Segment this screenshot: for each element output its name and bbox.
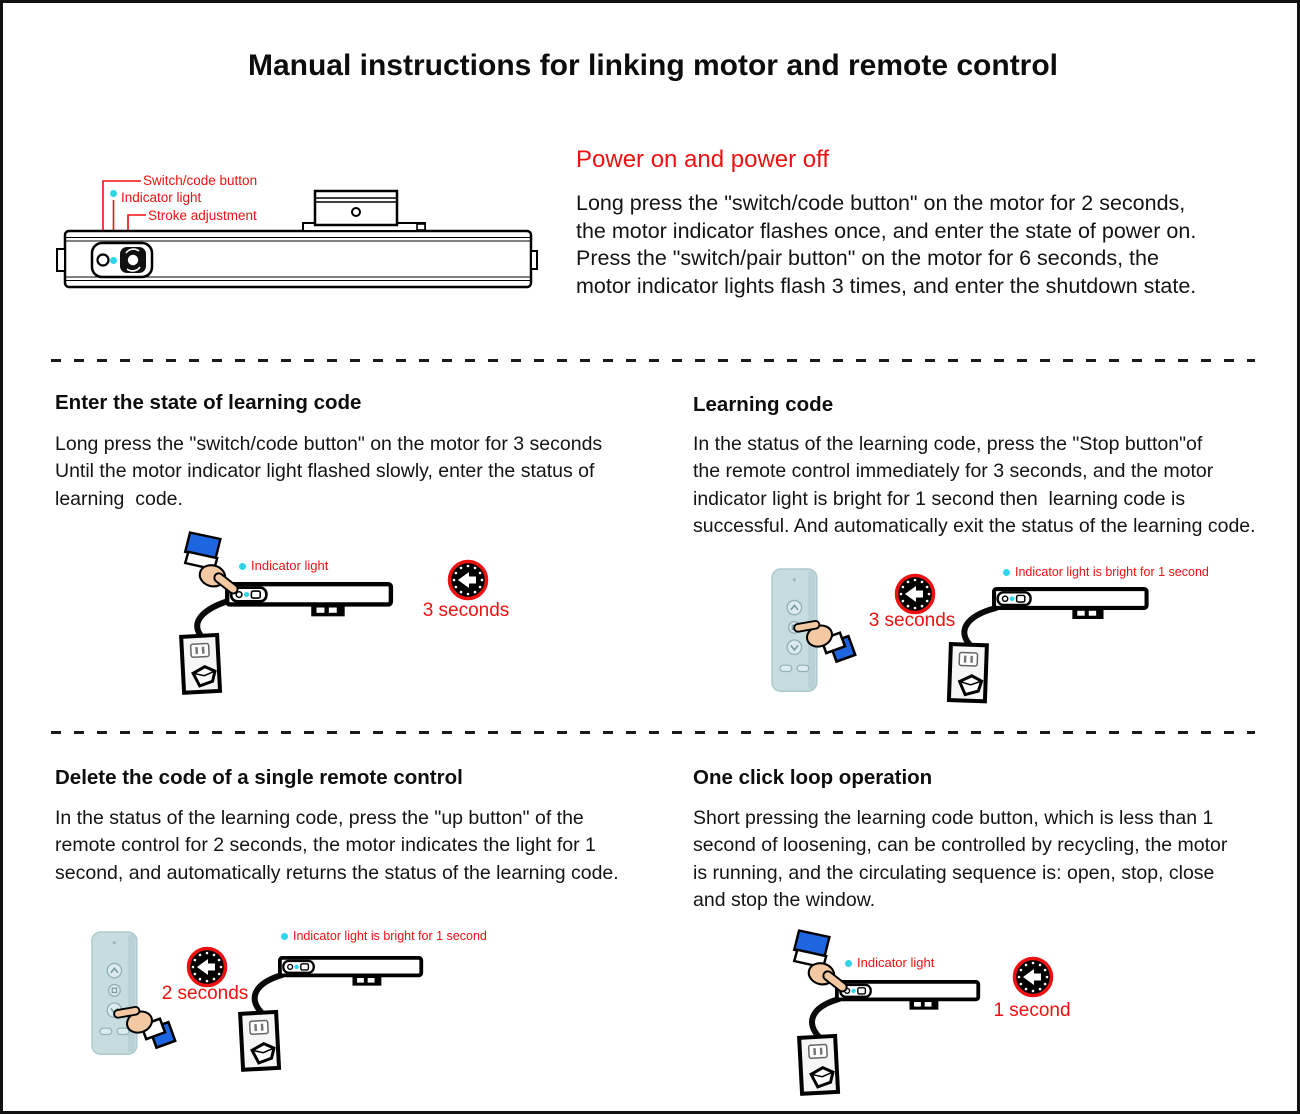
- mounting-bracket: [303, 191, 425, 231]
- timer-clock-icon: [1015, 959, 1052, 996]
- power-section-heading: Power on and power off: [576, 146, 830, 173]
- enter-section-heading: Enter the state of learning code: [55, 391, 362, 414]
- text-line: Short pressing the learning code button, which is less than 1: [693, 807, 1214, 829]
- timer-clock-icon: [450, 562, 487, 599]
- timer-clock-icon: [897, 576, 934, 613]
- learning-section-heading: Learning code: [693, 393, 834, 416]
- motor-icon: [994, 589, 1147, 619]
- text-line: and stop the window.: [693, 889, 876, 912]
- divider-dashed-top: [51, 359, 1255, 362]
- divider-dashed-bottom: [51, 731, 1255, 734]
- text-line: second, and automatically returns the status of the learning code.: [55, 861, 619, 884]
- outlet-icon: [181, 635, 220, 693]
- text-line: indicator light is bright for 1 second then learning code is: [693, 487, 1186, 510]
- duration-label: 3 seconds: [422, 600, 510, 621]
- indicator-bullet-icon: [281, 933, 288, 940]
- motor-icon: [837, 982, 978, 1010]
- motor-drawing: [48, 163, 548, 313]
- enter-illustration: [153, 508, 573, 723]
- motor-icon: [280, 958, 421, 986]
- duration-label: 3 seconds: [868, 610, 956, 631]
- outlet-icon: [240, 1012, 279, 1070]
- text-line: In the status of the learning code, press the "Stop button"of: [693, 433, 1203, 455]
- label-switch-code-button: Switch/code button: [143, 173, 258, 188]
- power-section-body: [576, 190, 1196, 300]
- text-line: Long press the "switch/code button" on the motor for 2 seconds,: [576, 191, 1186, 215]
- delete-illustration-drawing: [63, 923, 623, 1114]
- text-line: learning code.: [55, 487, 183, 510]
- loop-section-body: [693, 805, 1227, 915]
- text-line: Press the "switch/pair button" on the motor for 6 seconds, the: [576, 246, 1159, 270]
- enter-section-body: [55, 431, 602, 513]
- page-title: Manual instructions for linking motor and remote control: [247, 49, 1059, 82]
- learning-section-body: [693, 431, 1256, 541]
- text-line: is running, and the circulating sequence is: open, stop, close: [693, 861, 1215, 884]
- duration-label: 2 seconds: [161, 983, 249, 1004]
- delete-section-heading: Delete the code of a single remote control: [55, 766, 463, 789]
- text-line: Until the motor indicator light flashed slowly, enter the status of: [55, 460, 595, 483]
- label-stroke-adjustment: Stroke adjustment: [148, 208, 257, 223]
- text-line: the motor indicator flashes once, and enter the state of power on.: [576, 218, 1197, 243]
- pressing-hand-icon: [185, 533, 239, 596]
- stroke-adjustment-dial: [120, 247, 146, 273]
- indicator-bullet-icon: [1003, 569, 1010, 576]
- text-line: remote control for 2 seconds, the motor indicates the light for 1: [55, 834, 596, 857]
- outlet-icon: [799, 1036, 838, 1094]
- indicator-light-label: Indicator light: [857, 955, 935, 970]
- motor-icon: [227, 584, 391, 616]
- indicator-light-dot: [110, 257, 117, 264]
- text-line: In the status of the learning code, press the "up button" of the: [55, 807, 584, 829]
- indicator-light-label: Indicator light is bright for 1 second: [1015, 565, 1209, 579]
- delete-illustration: [63, 923, 623, 1114]
- motor-diagram: [48, 163, 548, 313]
- remote-control-icon: [92, 932, 137, 1054]
- indicator-bullet-icon: [110, 190, 117, 197]
- loop-illustration: [783, 908, 1300, 1114]
- label-indicator-light: Indicator light: [121, 190, 202, 205]
- text-line: second of loosening, can be controlled by recycling, the motor: [693, 834, 1228, 857]
- switch-code-button: [98, 255, 109, 266]
- outlet-icon: [949, 644, 987, 701]
- indicator-bullet-icon: [239, 563, 246, 570]
- learning-illustration: [743, 548, 1300, 733]
- duration-label: 1 second: [993, 1000, 1071, 1021]
- text-line: Long press the "switch/code button" on the motor for 3 seconds: [55, 433, 603, 455]
- text-line: the remote control immediately for 3 seconds, and the motor: [693, 460, 1214, 483]
- timer-clock-icon: [189, 949, 226, 986]
- delete-section-body: [55, 805, 619, 887]
- loop-section-heading: One click loop operation: [693, 766, 933, 789]
- pressing-hand-icon: [794, 931, 848, 994]
- text-line: motor indicator lights flash 3 times, and enter the shutdown state.: [576, 273, 1197, 298]
- text-line: successful. And automatically exit the status of the learning code.: [693, 515, 1256, 538]
- indicator-light-label: Indicator light is bright for 1 second: [293, 929, 487, 943]
- indicator-bullet-icon: [845, 960, 852, 967]
- indicator-light-label: Indicator light: [251, 558, 329, 573]
